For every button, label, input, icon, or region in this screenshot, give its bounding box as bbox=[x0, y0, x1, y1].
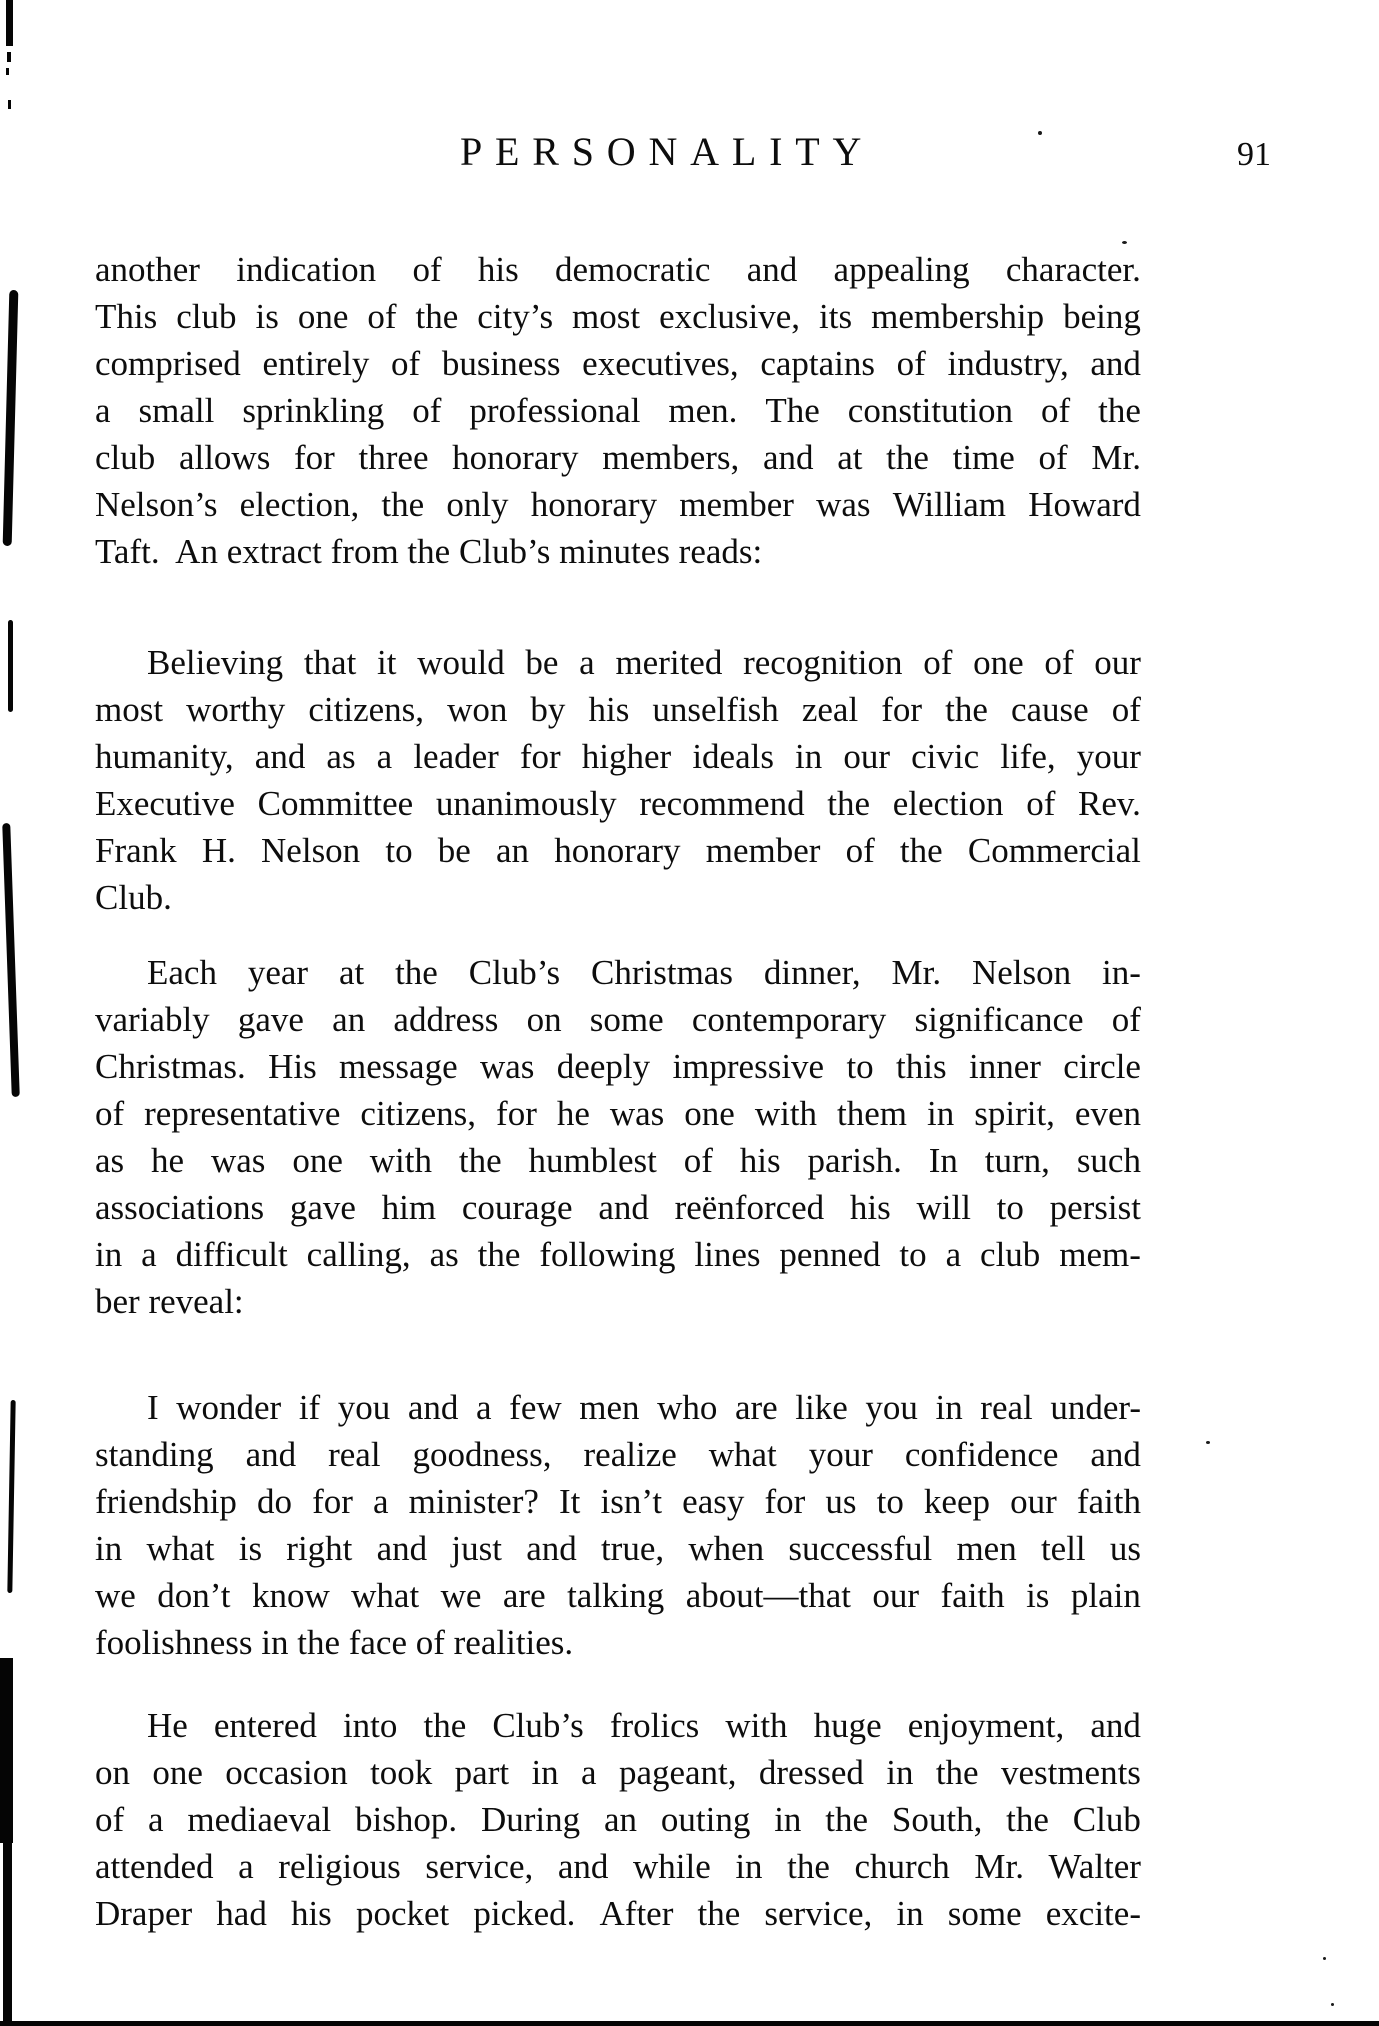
scan-artifact-gutter-line bbox=[8, 620, 13, 712]
text-line: standing and real goodness, realize what your confidence and bbox=[95, 1435, 1141, 1474]
paragraph-club-frolics bbox=[95, 1702, 1141, 1937]
scan-artifact-dot bbox=[1331, 2003, 1334, 2006]
text-line: club allows for three honorary members, and at the time of Mr. bbox=[95, 438, 1141, 477]
text-line: associations gave him courage and reënforced his will to persist bbox=[95, 1188, 1141, 1227]
paragraph-christmas-dinner bbox=[95, 949, 1141, 1325]
extract-letter-to-member bbox=[95, 1384, 1141, 1666]
text-line: I wonder if you and a few men who are like you in real under- bbox=[147, 1388, 1141, 1427]
scan-artifact-dot bbox=[1122, 241, 1127, 244]
text-line: friendship do for a minister? It isn’t easy for us to keep our faith bbox=[95, 1482, 1141, 1521]
text-line: ber reveal: bbox=[95, 1282, 244, 1321]
text-line: Believing that it would be a merited recognition of one of our bbox=[147, 643, 1141, 682]
text-line: Club. bbox=[95, 878, 172, 917]
text-line: in a difficult calling, as the following lines penned to a club mem- bbox=[95, 1235, 1141, 1274]
text-line: foolishness in the face of realities. bbox=[95, 1623, 574, 1662]
scan-artifact-dot bbox=[1323, 1957, 1326, 1960]
text-line: on one occasion took part in a pageant, dressed in the vestments bbox=[95, 1753, 1141, 1792]
scan-artifact-dot bbox=[1206, 1441, 1210, 1444]
text-line: Each year at the Club’s Christmas dinner, Mr. Nelson in- bbox=[147, 953, 1141, 992]
extract-club-minutes bbox=[95, 639, 1141, 921]
scan-artifact-gutter-blob bbox=[0, 1658, 13, 1843]
text-line: comprised entirely of business executives, captains of industry, and bbox=[95, 344, 1141, 383]
scan-artifact-speck bbox=[8, 100, 11, 109]
text-line: Christmas. His message was deeply impressive to this inner circle bbox=[95, 1047, 1141, 1086]
text-line: He entered into the Club’s frolics with huge enjoyment, and bbox=[147, 1706, 1141, 1745]
text-line: most worthy citizens, won by his unselfish zeal for the cause of bbox=[95, 690, 1141, 729]
text-line: humanity, and as a leader for higher ideals in our civic life, your bbox=[95, 737, 1141, 776]
text-line: of a mediaeval bishop. During an outing in the South, the Club bbox=[95, 1800, 1141, 1839]
text-line: variably gave an address on some contemporary significance of bbox=[95, 1000, 1141, 1039]
text-line: Taft. An extract from the Club’s minutes reads: bbox=[95, 532, 763, 571]
text-line: as he was one with the humblest of his parish. In turn, such bbox=[95, 1141, 1141, 1180]
scan-artifact-dot bbox=[1038, 131, 1042, 135]
text-line: Executive Committee unanimously recommend the election of Rev. bbox=[95, 784, 1141, 823]
scan-artifact-gutter-line bbox=[2, 823, 20, 1097]
text-line: another indication of his democratic and appealing character. bbox=[95, 250, 1141, 289]
text-line: attended a religious service, and while in the church Mr. Walter bbox=[95, 1847, 1141, 1886]
scan-artifact-gutter-line bbox=[3, 1838, 12, 2026]
text-line: Frank H. Nelson to be an honorary member of the Commercial bbox=[95, 831, 1141, 870]
text-line: in what is right and just and true, when successful men tell us bbox=[95, 1529, 1141, 1568]
page-number: 91 bbox=[1237, 136, 1271, 173]
text-line: Nelson’s election, the only honorary member was William Howard bbox=[95, 485, 1141, 524]
scan-artifact-gutter-line bbox=[6, 0, 13, 46]
scan-artifact-gutter-line bbox=[7, 1400, 15, 1593]
running-header-title: PERSONALITY bbox=[460, 129, 875, 174]
text-line: of representative citizens, for he was one with them in spirit, even bbox=[95, 1094, 1141, 1133]
text-line: This club is one of the city’s most exclusive, its membership being bbox=[95, 297, 1141, 336]
scan-artifact-bottom-bar bbox=[0, 2021, 1379, 2026]
text-line: Draper had his pocket picked. After the service, in some excite- bbox=[95, 1894, 1141, 1933]
text-line: a small sprinkling of professional men. The constitution of the bbox=[95, 391, 1141, 430]
scan-artifact-speck bbox=[7, 52, 11, 62]
scan-artifact-speck bbox=[6, 68, 9, 75]
paragraph-continuation bbox=[95, 246, 1141, 575]
text-line: we don’t know what we are talking about—that our faith is plain bbox=[95, 1576, 1141, 1615]
scan-artifact-gutter-line bbox=[3, 290, 19, 546]
